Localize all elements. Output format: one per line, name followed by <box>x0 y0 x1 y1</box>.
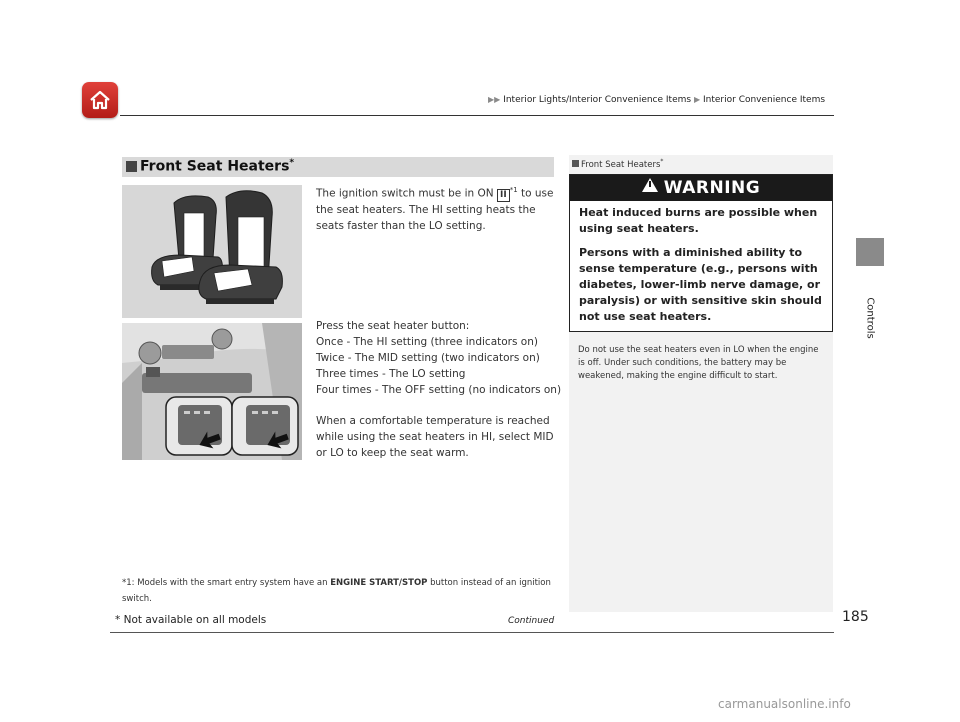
warning-triangle-icon <box>642 178 658 192</box>
note-bullet-icon <box>572 160 579 167</box>
breadcrumb <box>488 95 825 105</box>
ignition-instruction: The ignition switch must be in ON II $^{*1}$ to use the seat heaters. The HI setting heats the seats faster than the LO setting. <box>316 186 554 232</box>
heading-bullet-icon <box>126 161 137 172</box>
continued-label: Continued <box>508 616 555 626</box>
button-press-instructions <box>316 318 566 398</box>
page-number: 185 <box>842 609 869 625</box>
footnote: *1: Models with the smart entry system have an ENGINE START/STOP button instead of an ignition switch. <box>122 578 551 604</box>
instruction-line: Three times - The LO setting <box>316 368 466 380</box>
comfort-tip: When a comfortable temperature is reached while using the seat heaters in HI, select MID or LO to keep the seat warm. <box>316 415 554 459</box>
watermark: carmanualsonline.info <box>718 697 851 711</box>
front-seats-illustration <box>122 185 302 318</box>
home-button[interactable] <box>82 82 118 118</box>
breadcrumb-item-current[interactable]: Interior Convenience Items <box>703 95 826 105</box>
availability-note: * Not available on all models <box>115 614 267 626</box>
chapter-tab-label[interactable] <box>856 288 884 348</box>
ignition-position-symbol: II <box>497 189 510 202</box>
home-icon <box>88 88 112 112</box>
section-title: Front Seat Heaters* <box>140 158 295 175</box>
warning-box <box>569 174 833 332</box>
breadcrumb-arrow-icon: ▶ <box>693 95 701 104</box>
instruction-line: Four times - The OFF setting (no indicators on) <box>316 384 562 396</box>
instruction-line: Twice - The MID setting (two indicators on) <box>316 352 540 364</box>
side-note-title: Front Seat Heaters* <box>572 158 663 170</box>
breadcrumb-arrow-icon: ▶▶ <box>488 95 501 104</box>
breadcrumb-item-parent[interactable]: Interior Lights/Interior Convenience Items <box>503 95 692 105</box>
chapter-tab-text: Controls <box>864 297 876 339</box>
seat-heater-buttons-illustration <box>122 323 302 460</box>
warning-text-sensitivity: Persons with a diminished ability to sense temperature (e.g., persons with diabetes, lower-limb nerve damage, or paralysis) or with sensitive skin should not use seat heaters. <box>579 246 822 323</box>
warning-header: WARNING <box>570 175 832 201</box>
header-divider <box>120 115 834 116</box>
footer-divider <box>110 632 834 633</box>
chapter-tab-marker[interactable] <box>856 238 884 266</box>
engine-start-stop-label: ENGINE START/STOP <box>330 578 428 588</box>
engine-off-note: Do not use the seat heaters even in LO when the engine is off. Under such conditions, the battery may be weakened, making the engine difficult to start. <box>578 345 819 381</box>
footnote-ref[interactable]: *1 <box>509 186 518 194</box>
instruction-line: Press the seat heater button: <box>316 320 470 332</box>
section-heading <box>122 157 554 177</box>
instruction-line: Once - The HI setting (three indicators on) <box>316 336 538 348</box>
warning-text-burns: Heat induced burns are possible when using seat heaters. <box>579 206 818 235</box>
